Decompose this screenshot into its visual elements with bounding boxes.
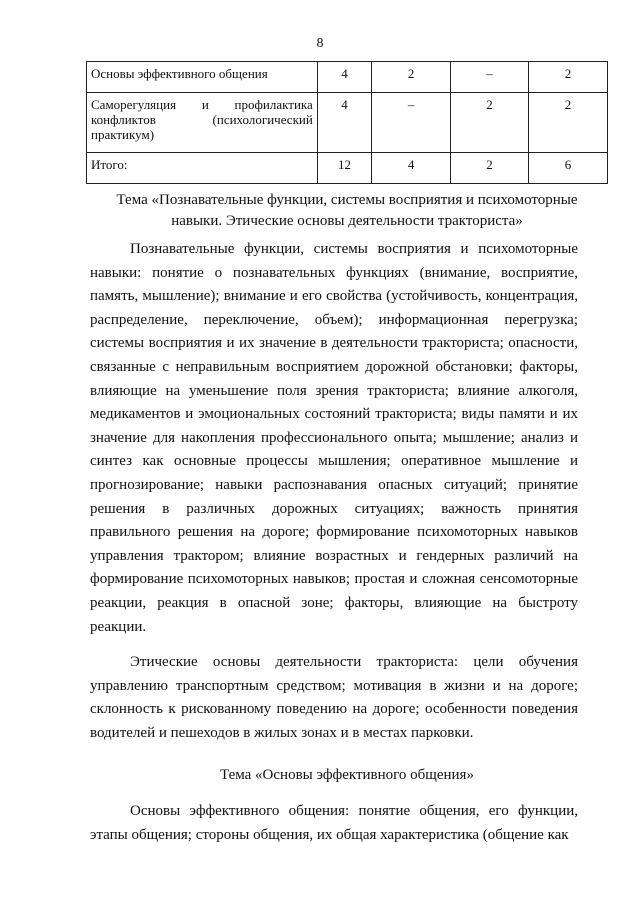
hours-table [86, 61, 608, 184]
table-cell-b: 2 [451, 153, 529, 184]
table-cell-a: 2 [372, 62, 451, 93]
topic-heading-line: Тема «Познавательные функции, системы восприятия и психомоторные [116, 192, 578, 208]
table-cell-a: – [372, 93, 451, 153]
topic-heading-line: навыки. Этические основы деятельности тракториста» [171, 213, 523, 229]
body-paragraph: Основы эффективного общения: понятие общения, его функции, этапы общения; стороны общения, их общая характеристика (общение как [90, 803, 578, 843]
table-cell-name: Итого: [87, 153, 318, 184]
table-cell-c: 2 [529, 62, 608, 93]
table-cell-c: 2 [529, 93, 608, 153]
table-row [87, 153, 608, 184]
table-row [87, 62, 608, 93]
table-cell-a: 4 [372, 153, 451, 184]
body-paragraph: Познавательные функции, системы восприятия и психомоторные навыки: понятие о познавательных функциях (внимание, восприятие, память, мышление); внимание и его свойства (устойчивость, концентрация, распределение, переключение, объем); информационная перегрузка; системы восприятия и их значение в деятельности тракториста; опасности, связанные с неправильным восприятием дорожной обстановки; факторы, влияющие на уменьшение поля зрения тракториста; влияние алкоголя, медикаментов и эмоциональных состояний тракториста; виды памяти и их значение для накопления профессионального опыта; мышление; анализ и синтез как основные процессы мышления; оперативное мышление и прогнозирование; навыки распознавания опасных ситуаций; принятие решения в различных дорожных ситуациях; важность принятия правильного решения на дороге; формирование психомоторных навыков управления трактором; влияние возрастных и гендерных различий на формирование психомоторных навыков; простая и сложная сенсомоторные реакции, реакция в опасной зоне; факторы, влияющие на быстроту реакции. [90, 241, 578, 635]
table-row [87, 93, 608, 153]
topic-heading [86, 190, 608, 232]
table-cell-name [87, 93, 318, 153]
table-cell-name: Основы эффективного общения [87, 62, 318, 93]
table-cell-total: 4 [317, 93, 371, 153]
body-paragraph: Этические основы деятельности тракториста: цели обучения управлению транспортным средством; мотивация в жизни и на дороге; склонность к рискованному поведению на дороге; особенности поведения водителей и пешеходов в жилых зонах и в местах парковки. [90, 654, 578, 741]
table-cell-b: 2 [451, 93, 529, 153]
table-cell-c: 6 [529, 153, 608, 184]
table-cell-total: 4 [317, 62, 371, 93]
page-number: 8 [316, 36, 324, 51]
table-cell-name-text: Саморегуляция и профилактика конфликтов (психологический практикум) [91, 97, 313, 142]
topic-heading: Тема «Основы эффективного общения» [220, 767, 474, 783]
table-cell-total: 12 [317, 153, 371, 184]
table-cell-b: – [451, 62, 529, 93]
